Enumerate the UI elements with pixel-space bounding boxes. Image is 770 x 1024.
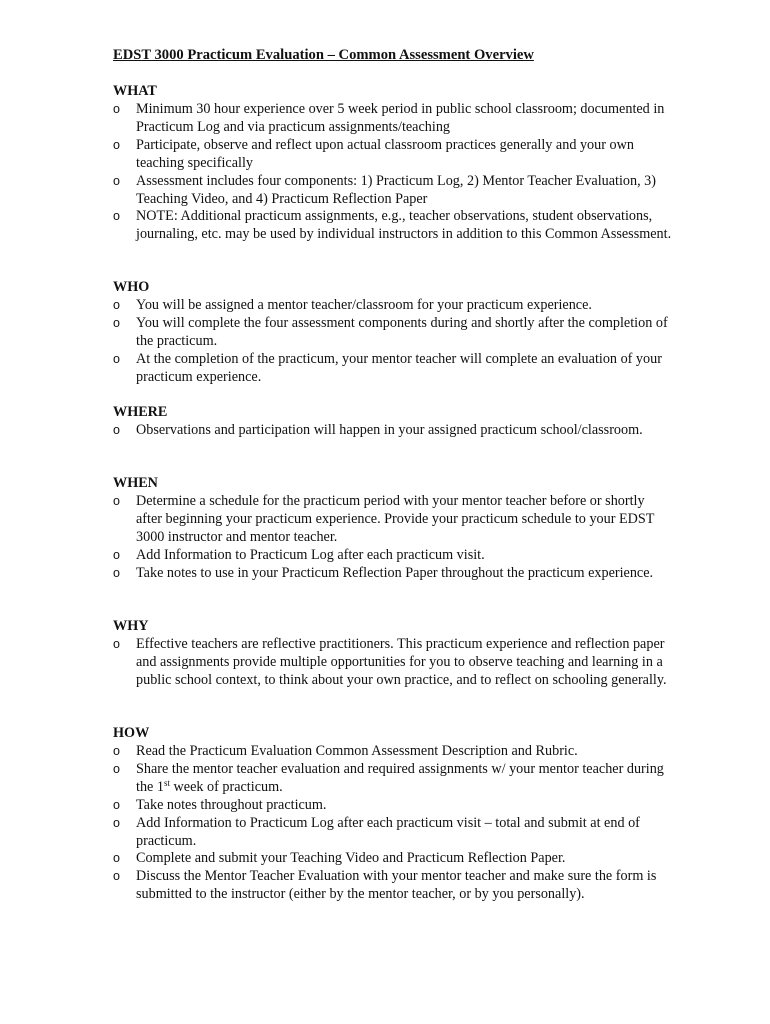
section-who [113,279,673,387]
bullet-icon: o [113,637,120,651]
list-item: o Read the Practicum Evaluation Common Assessment Description and Rubric. [113,743,578,759]
list-item: o Minimum 30 hour experience over 5 week period in public school classroom; documented in Practicum Log and via practicum assignments/teaching [113,101,665,135]
bullet-icon: o [113,761,120,776]
list-item: o Share the mentor teacher evaluation and required assignments w/ your mentor teacher during the 1st week of practicum. [113,760,664,795]
bullet-icon: o [113,173,120,188]
how-list [113,743,673,904]
bullet-icon: o [113,137,120,152]
document-title: EDST 3000 Practicum Evaluation – Common Assessment Overview [113,47,534,63]
bullet-icon: o [113,797,120,812]
bullet-icon: o [113,851,120,866]
ordinal-superscript: st [163,777,170,788]
bullet-icon: o [113,351,120,366]
section-heading-what: WHAT [113,83,157,99]
bullet-icon: o [113,209,120,224]
bullet-icon: o [113,744,120,758]
section-how [113,725,673,904]
list-item: o Take notes throughout practicum. [113,796,327,813]
who-list [113,297,673,387]
list-item: o Assessment includes four components: 1) Practicum Log, 2) Mentor Teacher Evaluation, 3) Teaching Video, and 4) Practicum Reflection Paper [113,172,657,207]
section-why [113,618,673,690]
list-item: o You will be assigned a mentor teacher/classroom for your practicum experience. [113,297,592,313]
when-list [113,493,673,583]
why-list [113,636,673,690]
bullet-icon: o [113,869,120,884]
list-item: o Take notes to use in your Practicum Reflection Paper throughout the practicum experience. [113,564,654,581]
bullet-icon: o [113,547,120,562]
section-heading-where: WHERE [113,404,168,420]
list-item: o Effective teachers are reflective practitioners. This practicum experience and reflection paper and assignments provide multiple opportunities for you to observe teaching and learning in a public school context, to think about your own practice, and to reflect on schooling generally. [113,636,667,688]
section-heading-how: HOW [113,725,150,741]
section-heading-why: WHY [113,618,149,634]
list-item: o NOTE: Additional practicum assignments, e.g., teacher observations, student observations, journaling, etc. may be used by individual instructors in addition to this Common Assessment. [113,208,672,243]
list-item: o You will complete the four assessment components during and shortly after the completion of the practicum. [113,314,668,349]
section-what [113,83,673,244]
list-item: o At the completion of the practicum, your mentor teacher will complete an evaluation of your practicum experience. [113,350,662,385]
section-heading-when: WHEN [113,475,158,491]
bullet-icon: o [113,298,120,312]
section-when [113,475,673,583]
bullet-icon: o [113,494,120,508]
section-where [113,404,673,440]
list-item: o Observations and participation will happen in your assigned practicum school/classroom. [113,422,643,438]
section-heading-who: WHO [113,279,150,295]
list-item: o Discuss the Mentor Teacher Evaluation with your mentor teacher and make sure the form is submitted to the instructor (either by the mentor teacher, or by you personally). [113,868,657,903]
what-list [113,101,673,244]
list-item: o Determine a schedule for the practicum period with your mentor teacher before or shortly after beginning your practicum experience. Provide your practicum schedule to your EDST 3000 instructor and mentor teacher. [113,493,655,545]
where-list [113,422,673,440]
list-item: o Complete and submit your Teaching Video and Practicum Reflection Paper. [113,850,566,867]
bullet-icon: o [113,102,120,116]
bullet-icon: o [113,815,120,830]
list-item: o Add Information to Practicum Log after each practicum visit. [113,546,485,563]
list-item: o Participate, observe and reflect upon actual classroom practices generally and your own teaching specifically [113,136,634,171]
list-item: o Add Information to Practicum Log after each practicum visit – total and submit at end of practicum. [113,814,640,849]
bullet-icon: o [113,423,120,437]
bullet-icon: o [113,565,120,580]
bullet-icon: o [113,315,120,330]
